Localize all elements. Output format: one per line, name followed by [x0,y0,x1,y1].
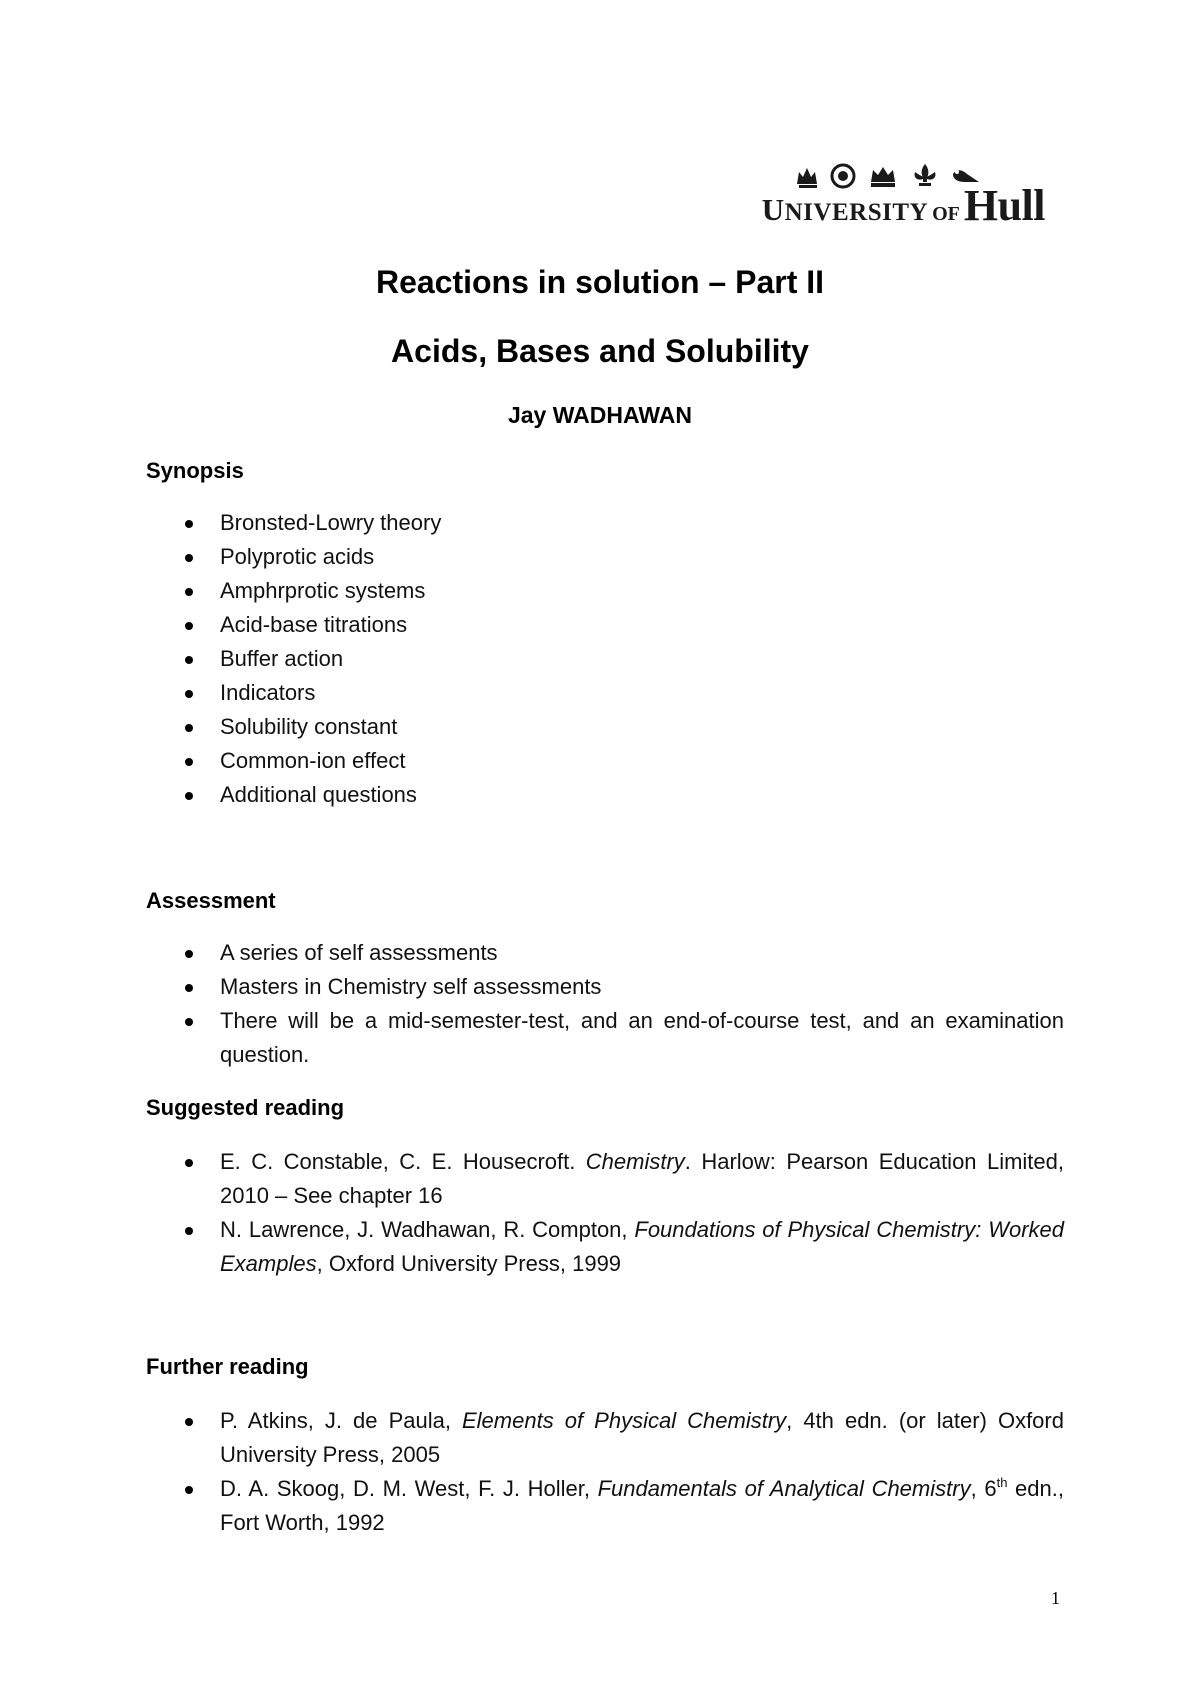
synopsis-heading: Synopsis [146,458,244,483]
reference-item: E. C. Constable, C. E. Housecroft. Chemistry. Harlow: Pearson Education Limited, 2010 – See chapter 16 [146,1145,1064,1213]
list-item: There will be a mid-semester-test, and an end-of-course test, and an examination question. [146,1004,1064,1072]
reference-item: D. A. Skoog, D. M. West, F. J. Holler, Fundamentals of Analytical Chemistry, 6th edn., Fort Worth, 1992 [146,1472,1064,1540]
synopsis-list [146,506,1064,812]
list-item: Indicators [146,676,1064,710]
list-item: Solubility constant [146,710,1064,744]
author-name: Jay WADHAWAN [507,402,693,428]
list-item: Common-ion effect [146,744,1064,778]
reference-title: Elements of Physical Chemistry [462,1408,787,1433]
assessment-list [146,936,1064,1072]
document-title: Reactions in solution – Part II [375,264,825,300]
reference-title: Chemistry [585,1149,685,1174]
document-subtitle: Acids, Bases and Solubility [391,333,809,369]
reference-item: N. Lawrence, J. Wadhawan, R. Compton, Foundations of Physical Chemistry: Worked Examples, Oxford University Press, 1999 [146,1213,1064,1281]
list-item: Masters in Chemistry self assessments [146,970,1064,1004]
further-reading-list [146,1404,1064,1540]
list-item: Polyprotic acids [146,540,1064,574]
reference-title: Foundations of Physical Chemistry: Worked Examples [220,1217,1064,1276]
synopsis-section [146,456,1064,812]
list-item: Acid-base titrations [146,608,1064,642]
suggested-reading-heading: Suggested reading [146,1095,345,1120]
list-item: Amphrprotic systems [146,574,1064,608]
reference-item: P. Atkins, J. de Paula, Elements of Physical Chemistry, 4th edn. (or later) Oxford University Press, 2005 [146,1404,1064,1472]
list-item: Bronsted-Lowry theory [146,506,1064,540]
reference-title: Fundamentals of Analytical Chemistry [597,1476,971,1501]
suggested-reading-section [146,1093,1064,1281]
assessment-heading: Assessment [146,888,276,913]
page-number: 1 [1051,1588,1060,1608]
list-item: Buffer action [146,642,1064,676]
assessment-section [146,886,1064,1072]
suggested-reading-list [146,1145,1064,1281]
list-item: Additional questions [146,778,1064,812]
further-reading-section [146,1352,1064,1540]
university-logo [745,162,1045,230]
university-name: UNIVERSITY OF Hull [761,181,1045,230]
list-item: A series of self assessments [146,936,1064,970]
further-reading-heading: Further reading [146,1354,309,1379]
